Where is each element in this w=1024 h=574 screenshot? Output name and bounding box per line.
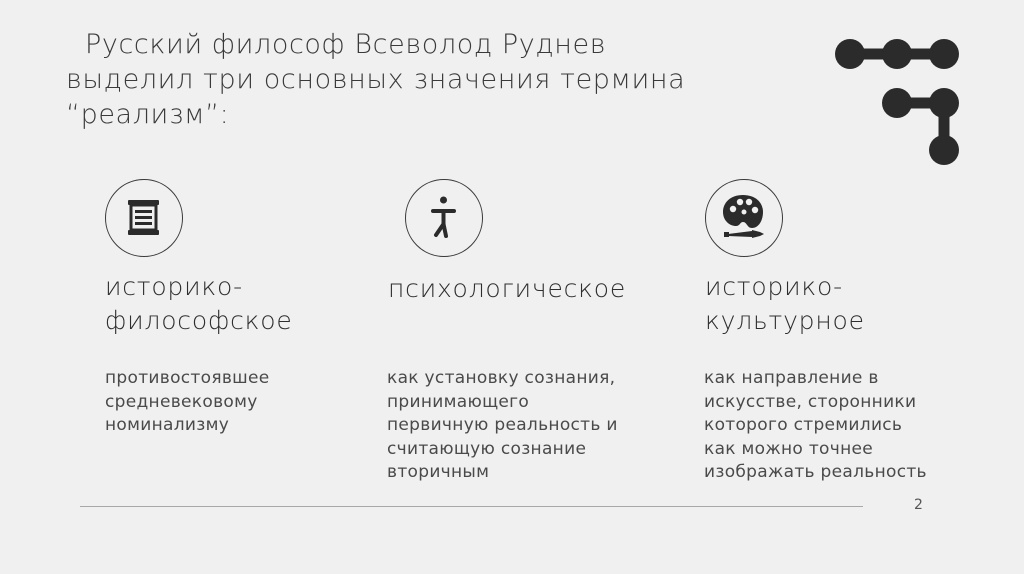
desc-line: как установку сознания, bbox=[387, 368, 616, 388]
column-icon-circle bbox=[705, 179, 783, 257]
page-number: 2 bbox=[914, 497, 923, 513]
footer-divider bbox=[80, 506, 863, 507]
desc-line: вторичным bbox=[387, 462, 490, 482]
column-icon-circle bbox=[405, 179, 483, 257]
desc-line: как можно точнее bbox=[704, 438, 873, 459]
column-heading bbox=[105, 270, 293, 338]
heading-line: историко- bbox=[705, 272, 843, 301]
desc-line: средневековому bbox=[105, 391, 258, 412]
column-heading bbox=[705, 270, 865, 338]
desc-line: принимающего bbox=[387, 391, 530, 412]
slide-title bbox=[66, 27, 766, 132]
heading-line: психологическое bbox=[388, 274, 627, 303]
palette-brush-icon bbox=[706, 180, 781, 255]
column-icon-circle bbox=[105, 179, 183, 257]
heading-line: культурное bbox=[705, 306, 865, 335]
title-line: Русский философ Всеволод Руднев bbox=[85, 29, 607, 60]
heading-line: историко- bbox=[105, 272, 243, 301]
desc-line: считающую сознание bbox=[387, 438, 587, 459]
desc-line: искусстве, сторонники bbox=[704, 391, 917, 412]
desc-line: противостоявшее bbox=[105, 368, 270, 388]
column-description bbox=[704, 367, 927, 485]
desc-line: первичную реальность и bbox=[387, 415, 618, 435]
column-description bbox=[387, 367, 618, 485]
title-line: выделил три основных значения термина bbox=[66, 64, 686, 95]
connected-dots-logo-icon bbox=[832, 38, 962, 168]
heading-line: философское bbox=[105, 306, 293, 335]
desc-line: номинализму bbox=[105, 415, 230, 435]
person-icon bbox=[406, 180, 481, 255]
desc-line: изображать реальность bbox=[704, 462, 927, 482]
desc-line: как направление в bbox=[704, 368, 879, 388]
column-description bbox=[105, 367, 270, 438]
column-heading bbox=[388, 272, 626, 306]
scroll-icon bbox=[106, 180, 181, 255]
title-line: “реализм”: bbox=[66, 99, 230, 130]
desc-line: которого стремились bbox=[704, 415, 903, 435]
